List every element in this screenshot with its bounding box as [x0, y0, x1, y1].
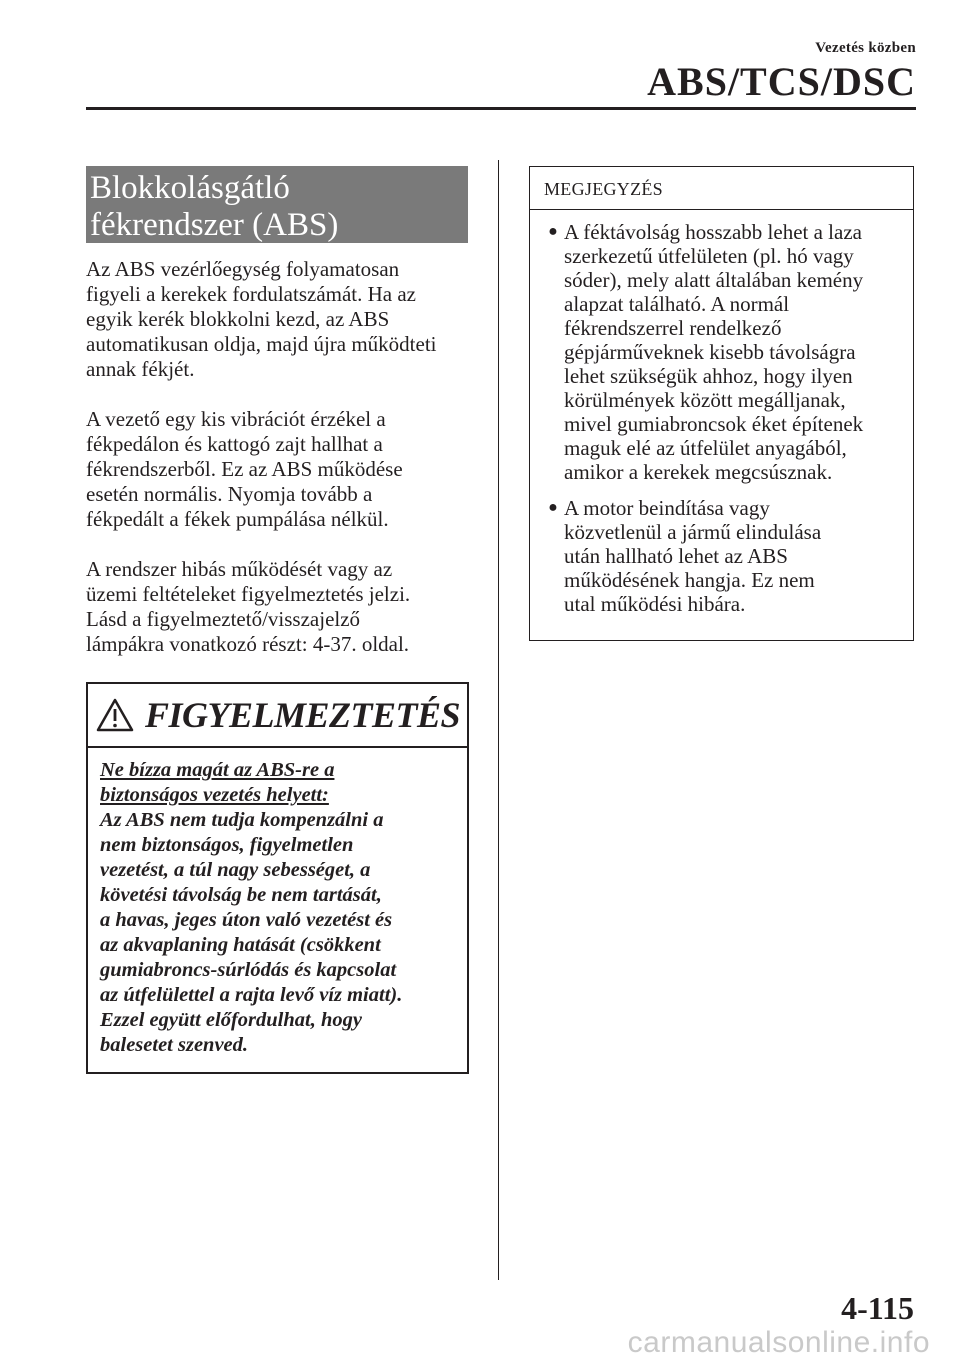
text-line: lehet szükségük ahhoz, hogy ilyen — [564, 364, 853, 388]
warning-box — [86, 682, 469, 1074]
warning-underlined-line: Ne bízza magát az ABS-re a — [100, 759, 335, 781]
text-line: mivel gumiabroncsok éket építenek — [564, 412, 864, 436]
bullet-text — [564, 496, 821, 616]
text-line: fékpedálon és kattogó zajt hallhat a — [86, 432, 383, 456]
text-line: A vezető egy kis vibrációt érzékel a — [86, 407, 386, 431]
text-line: fékpedált a fékek pumpálása nélkül. — [86, 507, 389, 531]
header-rule — [86, 107, 916, 110]
warning-line: az útfelülettel a rajta levő víz miatt). — [100, 984, 403, 1006]
text-line: amikor a kerekek megcsúsznak. — [564, 460, 833, 484]
text-line: működésének hangja. Ez nem — [564, 568, 815, 592]
warning-line: nem biztonságos, figyelmetlen — [100, 834, 354, 856]
text-line: annak fékjét. — [86, 357, 195, 381]
text-line: utal működési hibára. — [564, 592, 746, 616]
warning-line: követési távolság be nem tartását, — [100, 884, 382, 906]
note-heading: MEGJEGYZÉS — [530, 167, 913, 210]
section-title-line: Blokkolásgátló — [90, 170, 290, 206]
bullet-icon: ● — [548, 223, 558, 240]
warning-line: vezetést, a túl nagy sebességet, a — [100, 859, 371, 881]
section-title — [86, 166, 468, 243]
text-line: fékrendszerből. Ez az ABS működése — [86, 457, 403, 481]
warning-heading — [88, 684, 467, 748]
page-number: 4-115 — [841, 1290, 914, 1326]
text-line: üzemi feltételeket figyelmeztetés jelzi. — [86, 582, 411, 606]
text-line: Lásd a figyelmeztető/visszajelző — [86, 607, 361, 631]
warning-line: az akvaplaning hatását (csökkent — [100, 934, 381, 956]
left-column — [86, 166, 468, 1074]
warning-heading-text: FIGYELMEZTETÉS — [144, 695, 461, 735]
note-body — [530, 210, 913, 640]
text-line: sóder), mely alatt általában kemény — [564, 268, 864, 292]
paragraph — [86, 257, 468, 382]
note-bullet — [542, 496, 903, 616]
bullet-text — [564, 220, 863, 484]
text-line: Az ABS vezérlőegység folyamatosan — [86, 257, 400, 281]
paragraph — [86, 407, 468, 532]
text-line: A motor beindítása vagy — [564, 496, 770, 520]
watermark: carmanualsonline.info — [627, 1326, 930, 1359]
text-line: figyeli a kerekek fordulatszámát. Ha az — [86, 282, 417, 306]
text-line: után hallható lehet az ABS — [564, 544, 788, 568]
text-line: egyik kerék blokkolni kezd, az ABS — [86, 307, 390, 331]
paragraph — [86, 557, 468, 657]
text-line: maguk elé az útfelület anyagából, — [564, 436, 847, 460]
text-line: A féktávolság hosszabb lehet a laza — [564, 220, 862, 244]
text-line: A rendszer hibás működését vagy az — [86, 557, 393, 581]
header-section: Vezetés közben — [815, 40, 916, 56]
note-bullet — [542, 220, 903, 484]
warning-body — [88, 748, 467, 1072]
section-title-line: fékrendszer (ABS) — [90, 207, 339, 243]
warning-line: gumiabroncs-súrlódás és kapcsolat — [100, 959, 397, 981]
body-text — [86, 257, 468, 657]
header-title: ABS/TCS/DSC — [647, 59, 916, 104]
text-line: fékrendszerrel rendelkező — [564, 316, 782, 340]
bullet-icon: ● — [548, 499, 558, 516]
text-line: alapzat található. A normál — [564, 292, 790, 316]
warning-line: a havas, jeges úton való vezetést és — [100, 909, 393, 931]
text-line: szerkezetű útfelületen (pl. hó vagy — [564, 244, 854, 268]
text-line: automatikusan oldja, majd újra működteti — [86, 332, 437, 356]
warning-triangle-icon — [95, 697, 135, 733]
text-line: esetén normális. Nyomja tovább a — [86, 482, 373, 506]
warning-line: Ezzel együtt előfordulhat, hogy — [100, 1009, 362, 1031]
text-line: körülmények között megálljanak, — [564, 388, 846, 412]
warning-line: Az ABS nem tudja kompenzálni a — [100, 809, 384, 831]
column-divider — [498, 160, 499, 1280]
text-line: közvetlenül a jármű elindulása — [564, 520, 822, 544]
note-box — [529, 166, 914, 641]
warning-line: balesetet szenved. — [100, 1034, 249, 1056]
warning-underlined-line: biztonságos vezetés helyett: — [100, 784, 329, 806]
text-line: gépjárműveknek kisebb távolságra — [564, 340, 856, 364]
text-line: lámpákra vonatkozó részt: 4-37. oldal. — [86, 632, 410, 656]
